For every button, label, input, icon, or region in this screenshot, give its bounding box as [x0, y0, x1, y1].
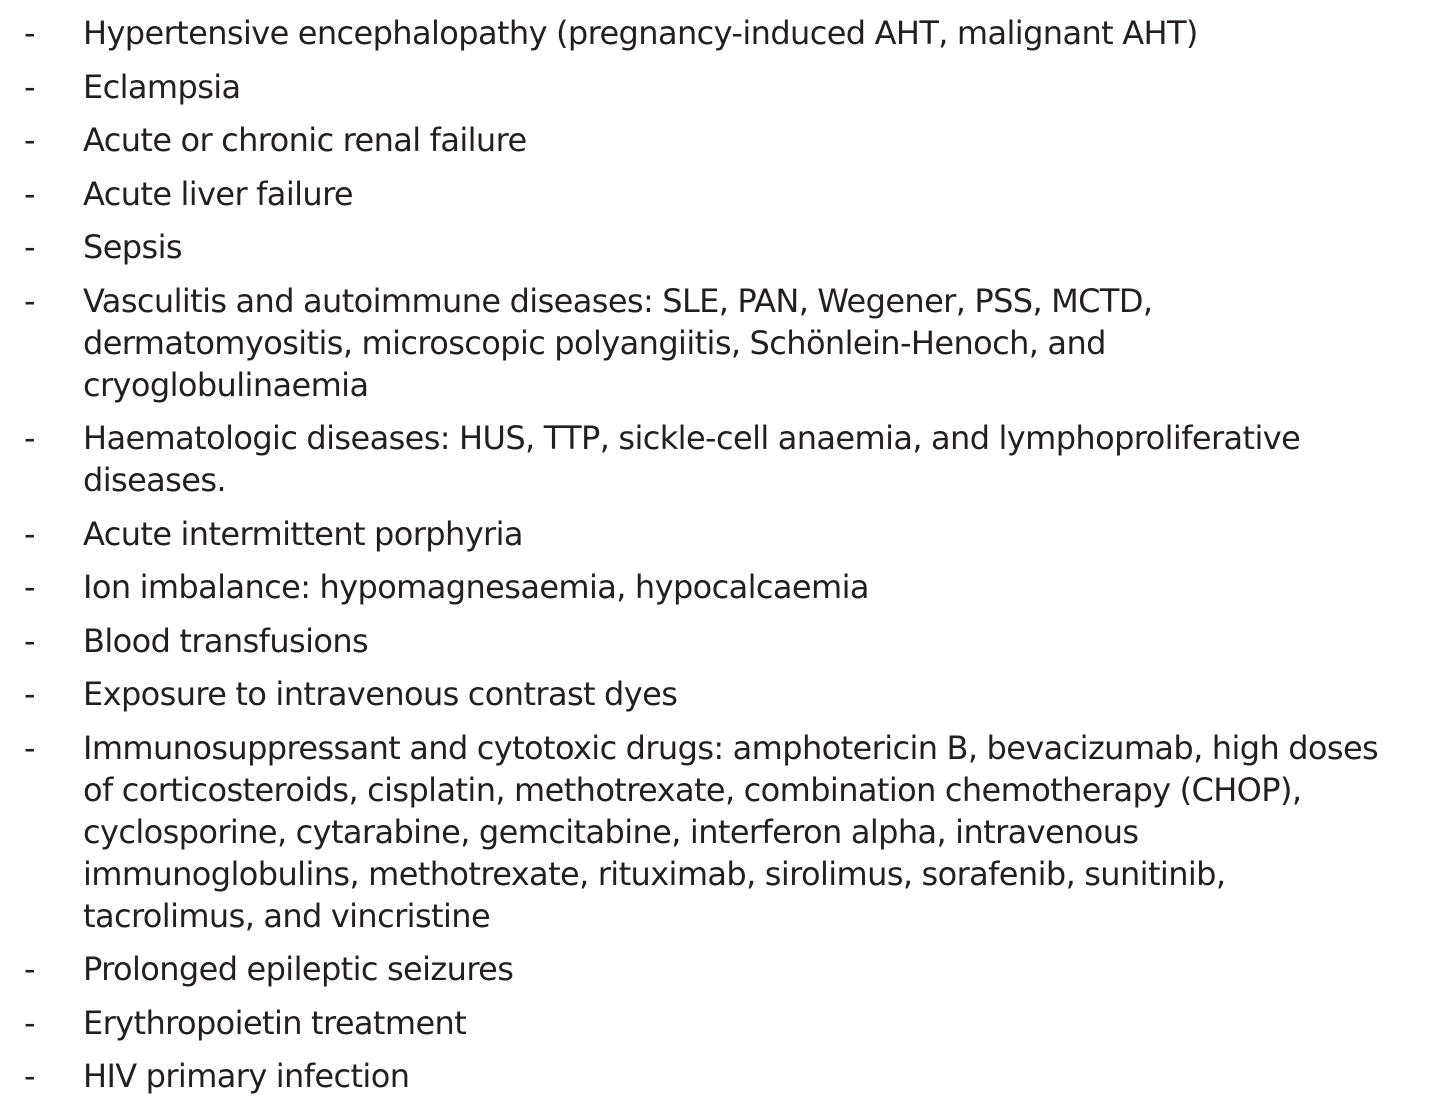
bullet-dash: - [24, 1003, 35, 1042]
list-item [0, 173, 1432, 215]
bullet-dash: - [24, 950, 35, 988]
list-item [0, 620, 1432, 662]
list-item [0, 673, 1432, 715]
list-item [0, 566, 1432, 608]
item-text: Acute liver failure [83, 174, 354, 213]
condition-list [0, 12, 1432, 1109]
item-text-line: of corticosteroids, cisplatin, methotrexate, combination chemotherapy (CHOP), [83, 770, 1302, 809]
list-item [0, 727, 1432, 937]
list-item [0, 12, 1432, 54]
bullet-dash: - [24, 1057, 35, 1095]
item-text: Eclampsia [83, 67, 241, 106]
bullet-dash: - [24, 14, 35, 52]
list-item [0, 948, 1432, 990]
item-text: Blood transfusions [83, 621, 369, 660]
item-text-line: Vasculitis and autoimmune diseases: SLE, PAN, Wegener, PSS, MCTD, [83, 281, 1153, 320]
bullet-dash: - [24, 514, 35, 553]
item-text-line: diseases. [83, 461, 226, 499]
item-text: Prolonged epileptic seizures [83, 950, 514, 988]
item-text: HIV primary infection [83, 1057, 410, 1095]
item-text: Acute or chronic renal failure [83, 121, 527, 159]
list-item [0, 66, 1432, 108]
bullet-dash: - [24, 228, 35, 266]
bullet-dash: - [24, 675, 35, 713]
item-text-line: cryoglobulinaemia [83, 365, 369, 404]
item-text-line: dermatomyositis, microscopic polyangiitis, Schönlein-Henoch, and [83, 323, 1106, 362]
list-item [0, 1055, 1432, 1097]
item-text: Exposure to intravenous contrast dyes [83, 675, 678, 713]
list-item [0, 280, 1432, 406]
bullet-dash: - [24, 174, 35, 213]
list-item [0, 417, 1432, 501]
list-item [0, 226, 1432, 268]
item-text-line: immunoglobulins, methotrexate, rituximab, sirolimus, sorafenib, sunitinib, [83, 854, 1226, 893]
bullet-dash: - [24, 121, 35, 159]
item-text: Erythropoietin treatment [83, 1003, 467, 1042]
bullet-dash: - [24, 281, 35, 320]
bullet-dash: - [24, 419, 35, 457]
item-text-line: cyclosporine, cytarabine, gemcitabine, interferon alpha, intravenous [83, 812, 1139, 851]
item-text-line: Haematologic diseases: HUS, TTP, sickle-cell anaemia, and lymphoproliferative [83, 419, 1301, 457]
list-item [0, 119, 1432, 161]
item-text: Hypertensive encephalopathy (pregnancy-induced AHT, malignant AHT) [83, 14, 1198, 52]
item-text: Sepsis [83, 228, 182, 266]
item-text-line: Immunosuppressant and cytotoxic drugs: amphotericin B, bevacizumab, high doses [83, 728, 1379, 767]
bullet-dash: - [24, 728, 35, 767]
list-item [0, 513, 1432, 555]
item-text: Ion imbalance: hypomagnesaemia, hypocalcaemia [83, 568, 869, 606]
bullet-dash: - [24, 67, 35, 106]
list-item [0, 1002, 1432, 1044]
item-text: Acute intermittent porphyria [83, 514, 523, 553]
bullet-dash: - [24, 621, 35, 660]
item-text-line: tacrolimus, and vincristine [83, 896, 491, 935]
bullet-dash: - [24, 568, 35, 606]
